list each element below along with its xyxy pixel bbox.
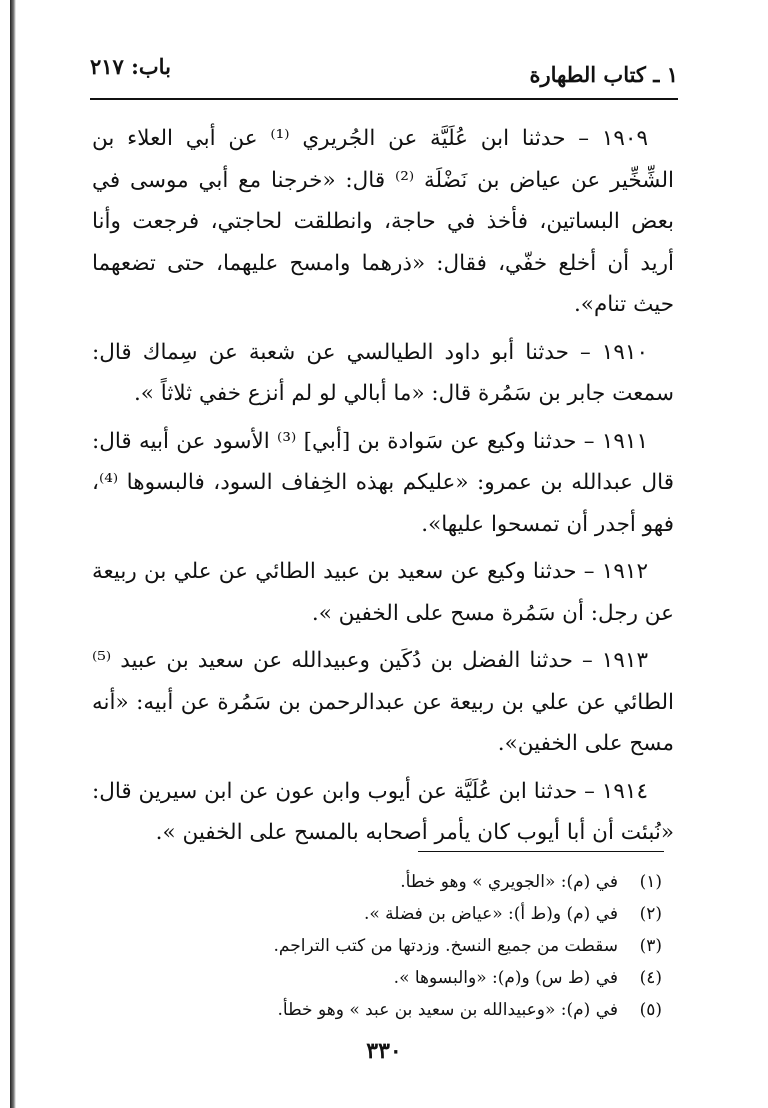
footnote-4 bbox=[140, 962, 662, 994]
footnote-text: سقطت من جميع النسخ. وزدتها من كتب التراجم. bbox=[273, 936, 618, 956]
footnote-number: (٤) bbox=[639, 968, 662, 988]
footnote-2 bbox=[140, 898, 662, 930]
hadith-1913: ١٩١٣ – حدثنا الفضل بن دُكَين وعبيدالله عن سعيد بن عبيد ⁽⁵⁾ الطائي عن علي بن ربيعة عن عبدالرحمن بن سَمُرة عن أبيه: «أنه مسح على الخفين». bbox=[92, 648, 674, 756]
hadith-1914: ١٩١٤ – حدثنا ابن عُلَيَّة عن أيوب وابن عون عن ابن سيرين قال: «نُبئت أن أبا أيوب كان يأمر أصحابه بالمسح على الخفين ». bbox=[92, 778, 674, 845]
footnote-text: في (ط س) و(م): «والبسوها ». bbox=[393, 968, 618, 988]
footnote-text: في (م): «وعبيدالله بن سعيد بن عبد » وهو خطأ. bbox=[277, 1000, 618, 1020]
chapter-label: باب: ٢١٧ bbox=[90, 54, 171, 79]
running-header bbox=[90, 48, 678, 100]
footnote-number: (٢) bbox=[639, 904, 662, 924]
footnote-divider bbox=[418, 851, 664, 852]
book-title: ١ ـ كتاب الطهارة bbox=[529, 62, 678, 87]
footnote-text: في (م) و(ط أ): «عياض بن فضلة ». bbox=[363, 904, 618, 924]
footnote-3 bbox=[140, 930, 662, 962]
hadith-1910: ١٩١٠ – حدثنا أبو داود الطيالسي عن شعبة عن سِماك قال: سمعت جابر بن سَمُرة قال: «ما أبالي لو لم أنزع خفي ثلاثاً ». bbox=[92, 339, 674, 406]
footnote-number: (١) bbox=[639, 872, 662, 892]
footnotes bbox=[140, 866, 662, 1026]
hadith-1911: ١٩١١ – حدثنا وكيع عن سَوادة بن [أبي] ⁽³⁾ الأسود عن أبيه قال: قال عبدالله بن عمرو: «عليكم بهذه الخِفاف السود، فالبسوها ⁽⁴⁾، فهو أجدر أن تمسحوا عليها». bbox=[92, 428, 674, 537]
main-text bbox=[92, 118, 674, 860]
footnote-number: (٣) bbox=[639, 936, 662, 956]
page-number: ٣٣٠ bbox=[366, 1038, 402, 1064]
footnote-5 bbox=[140, 994, 662, 1026]
footnote-number: (٥) bbox=[639, 1000, 662, 1020]
page-edge-shadow bbox=[10, 0, 16, 1108]
footnote-text: في (م): «الجويري » وهو خطأ. bbox=[400, 872, 618, 892]
hadith-1912: ١٩١٢ – حدثنا وكيع عن سعيد بن عبيد الطائي عن علي بن ربيعة عن رجل: أن سَمُرة مسح على الخفين ». bbox=[92, 559, 674, 626]
footnote-1 bbox=[140, 866, 662, 898]
hadith-1909: ١٩٠٩ – حدثنا ابن عُلَيَّة عن الجُريري ⁽¹⁾ عن أبي العلاء بن الشِّخِّير عن عياض بن نَضْلَة ⁽²⁾ قال: «خرجنا مع أبي موسى في بعض البساتين، فأخذ في حاجة، وانطلقت لحاجتي، فرجعت وأنا أريد أن أخلع خفّي، فقال: «ذرهما وامسح عليهما، حتى تضعهما حيث تنام». bbox=[92, 126, 674, 317]
